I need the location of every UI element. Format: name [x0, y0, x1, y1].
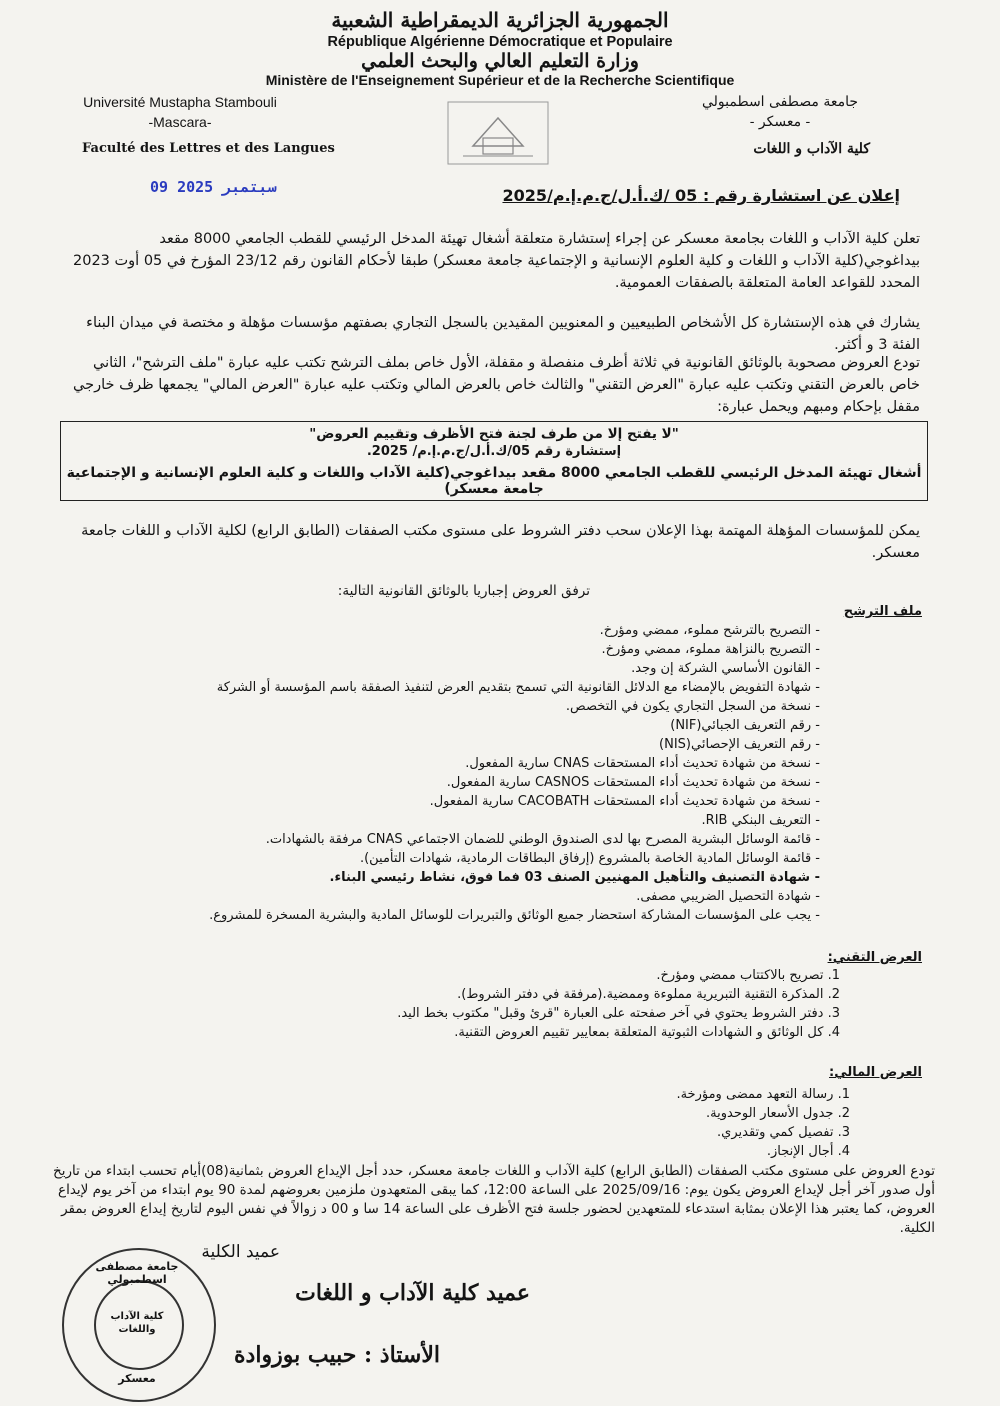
list-item: - شهادة التفويض بالإمضاء مع الدلائل القانونية التي تسمح بتقديم العرض لتنفيذ الصفقة باسم المؤسسة أو الشركة: [150, 678, 820, 697]
list-item-text: المذكرة التقنية التبريرية مملوءة وممضية.(مرفقة في دفتر الشروط).: [457, 987, 824, 1002]
list-item: 3. تفصيل كمي وتقديري.: [717, 1125, 850, 1140]
list-item: - شهادة التحصيل الضريبي مصفى.: [150, 887, 820, 906]
list-item: - قائمة الوسائل البشرية المصرح بها لدى الصندوق الوطني للضمان الاجتماعي CNAS مرفقة بالشهادات.: [150, 830, 820, 849]
envelope-warning: "لا يفتح إلا من طرف لجنة فتح الأظرف وتقييم العروض": [309, 426, 679, 442]
stamp-outer-text: جامعة مصطفى اسطمبولي: [95, 1260, 179, 1286]
list-item: 2. جدول الأسعار الوحدوية.: [706, 1106, 850, 1121]
participants-paragraph: يشارك في هذه الإستشارة كل الأشخاص الطبيعيين و المعنويين المقيدين بالسجل التجاري بصفتهم مؤسسات مؤهلة و مختصة في ميدان البناء الفئة 3 و أكثر.: [86, 315, 920, 353]
withdrawal-paragraph: يمكن للمؤسسات المؤهلة المهتمة بهذا الإعلان سحب دفتر الشروط على مستوى مكتب الصفقات (الطابق الرابع) لكلية الآداب و اللغات جامعة معسكر.: [81, 523, 920, 561]
candidacy-list: [150, 621, 820, 925]
dean-signature-line: عميد كلية الآداب و اللغات: [295, 1280, 530, 1306]
ministry-title-fr: Ministère de l'Enseignement Supérieur et de la Recherche Scientifique: [265, 72, 735, 88]
list-item-text: أجال الإنجاز.: [766, 1144, 834, 1159]
list-item: - رقم التعريف الإحصائي(NIS): [150, 735, 820, 754]
envelope-reference: إستشارة رقم 05/ك.أ.ل/ج.م.إ.م/ 2025.: [366, 444, 622, 459]
list-item: 4. أجال الإنجاز.: [766, 1144, 850, 1159]
list-item: - القانون الأساسي الشركة إن وجد.: [150, 659, 820, 678]
list-item-text: تفصيل كمي وتقديري.: [717, 1125, 834, 1140]
announcement-title: إعلان عن استشارة رقم : 05 /ك.أ.ل/ج.م.إ.م/2025: [502, 186, 900, 205]
list-item: - شهادة التصنيف والتأهيل المهنيين الصنف 03 فما فوق، نشاط رئيسي البناء.: [150, 868, 820, 887]
list-item: 3. دفتر الشروط يحتوي في آخر صفحته على العبارة "قرئ وقبل" مكتوب بخط اليد.: [397, 1006, 840, 1021]
technical-list: [150, 966, 840, 1042]
financial-heading: العرض المالي:: [829, 1065, 922, 1080]
list-item: - نسخة من السجل التجاري يكون في التخصص.: [150, 697, 820, 716]
list-item: - قائمة الوسائل المادية الخاصة بالمشروع (إرفاق البطاقات الرمادية، شهادات التأمين).: [150, 849, 820, 868]
envelope-project: أشغال تهيئة المدخل الرئيسي للقطب الجامعي 8000 مقعد بيداغوجي(كلية الآداب واللغات و كلية العلوم الإنسانية و الإجتماعية جامعة معسكر): [66, 465, 922, 497]
stamp-city-text: معسكر: [118, 1372, 156, 1385]
date-stamp: 09 سبتمبر 2025: [150, 178, 277, 196]
submission-paragraph: تودع العروض مصحوبة بالوثائق القانونية في ثلاثة أظرف منفصلة و مقفلة، الأول خاص بملف الترشح تكتب عليه عبارة "ملف الترشح"، الثاني خاص بالعرض التقني وتكتب عليه عبارة "العرض التقني" والثالث خاص بالعرض المالي وتكتب عليه عبارة "العرض المالي" يجمعها ظرف خارجي مقفل بإحكام ومبهم ويحمل عبارة:: [73, 355, 920, 415]
dean-name-line: الأستاذ : حبيب بوزوادة: [234, 1342, 440, 1368]
republic-title-ar: الجمهورية الجزائرية الديمقراطية الشعبية: [331, 8, 669, 32]
list-item-text: جدول الأسعار الوحدوية.: [706, 1106, 834, 1121]
university-logo: [428, 98, 568, 168]
list-item: - نسخة من شهادة تحديث أداء المستحقات CNAS سارية المفعول.: [150, 754, 820, 773]
university-city-fr: -Mascara-: [148, 114, 212, 130]
stamp-inner-text: كلية الآداب واللغات: [110, 1311, 164, 1335]
financial-list: [400, 1085, 850, 1161]
official-stamp: [62, 1248, 220, 1406]
list-item: - التعريف البنكي RIB.: [150, 811, 820, 830]
envelope-label-box: [60, 421, 928, 501]
list-item-text: تصريح بالاكتتاب ممضي ومؤرخ.: [656, 968, 824, 983]
list-item: - رقم التعريف الجبائي(NIF): [150, 716, 820, 735]
candidacy-heading: ملف الترشح: [843, 604, 922, 619]
list-item-text: دفتر الشروط يحتوي في آخر صفحته على العبارة "قرئ وقبل" مكتوب بخط اليد.: [397, 1006, 824, 1021]
documents-intro: ترفق العروض إجباريا بالوثائق القانونية التالية:: [337, 583, 590, 599]
list-item: 4. كل الوثائق و الشهادات الثبوتية المتعلقة بمعايير تقييم العروض التقنية.: [454, 1025, 840, 1040]
university-city-ar: - معسكر -: [749, 114, 811, 130]
list-item: 1. تصريح بالاكتتاب ممضي ومؤرخ.: [656, 968, 840, 983]
technical-heading: العرض التقني:: [827, 950, 922, 965]
faculty-name-fr: Faculté des Lettres et des Langues: [82, 141, 335, 156]
faculty-name-ar: كلية الآداب و اللغات: [753, 141, 870, 157]
signature-title: عميد الكلية: [201, 1242, 280, 1262]
list-item-text: كل الوثائق و الشهادات الثبوتية المتعلقة بمعايير تقييم العروض التقنية.: [454, 1025, 824, 1040]
list-item: 2. المذكرة التقنية التبريرية مملوءة وممضية.(مرفقة في دفتر الشروط).: [457, 987, 840, 1002]
list-item: - التصريح بالنزاهة مملوء، ممضي ومؤرخ.: [150, 640, 820, 659]
list-item: - التصريح بالترشح مملوء، ممضي ومؤرخ.: [150, 621, 820, 640]
list-item-text: رسالة التعهد ممضى ومؤرخة.: [676, 1087, 834, 1102]
intro-paragraph: تعلن كلية الآداب و اللغات بجامعة معسكر عن إجراء إستشارة متعلقة أشغال تهيئة المدخل الرئيسي للقطب الجامعي 8000 مقعد بيداغوجي(كلية الآداب و اللغات و كلية العلوم الإنسانية و الإجتماعية جامعة معسكر) طبقا لأحكام القانون رقم 23/12 المؤرخ في 05 أوت 2023 المحدد للقواعد العامة المتعلقة بالصفقات العمومية.: [73, 231, 920, 291]
list-item: 1. رسالة التعهد ممضى ومؤرخة.: [676, 1087, 850, 1102]
university-name-fr: Université Mustapha Stambouli: [83, 94, 277, 110]
university-name-ar: جامعة مصطفى اسطمبولي: [701, 94, 859, 110]
republic-title-fr: République Algérienne Démocratique et Populaire: [327, 34, 673, 50]
university-block-ar: [670, 92, 890, 132]
university-block-fr: [80, 92, 280, 132]
closing-paragraph: تودع العروض على مستوى مكتب الصفقات (الطابق الرابع) كلية الآداب و اللغات جامعة معسكر، حدد أجل الإيداع العروض بثمانية(08)أيام تحسب ابتداء من تاريخ أول صدور آخر أجل لإيداع العروض يكون يوم: 2025/09/16 على الساعة 12:00، كما يبقى المتعهدون ملزمين بعروضهم لمدة 90 يوم ابتداء من آخر يوم لإيداع العروض، كما يعتبر هذا الإعلان بمثابة استدعاء للمتعهدين لحضور جلسة فتح الأظرف على الساعة 14 سا و 00 د زوالاً في نفس اليوم لتاريخ إيداع العروض بمقر الكلية.: [53, 1163, 935, 1236]
ministry-title-ar: وزارة التعليم العالي والبحث العلمي: [361, 50, 639, 72]
list-item: - نسخة من شهادة تحديث أداء المستحقات CASNOS سارية المفعول.: [150, 773, 820, 792]
list-item: - نسخة من شهادة تحديث أداء المستحقات CACOBATH سارية المفعول.: [150, 792, 820, 811]
list-item: - يجب على المؤسسات المشاركة استحضار جميع الوثائق والتبريرات للوسائل المادية والبشرية المسخرة للمشروع.: [150, 906, 820, 925]
